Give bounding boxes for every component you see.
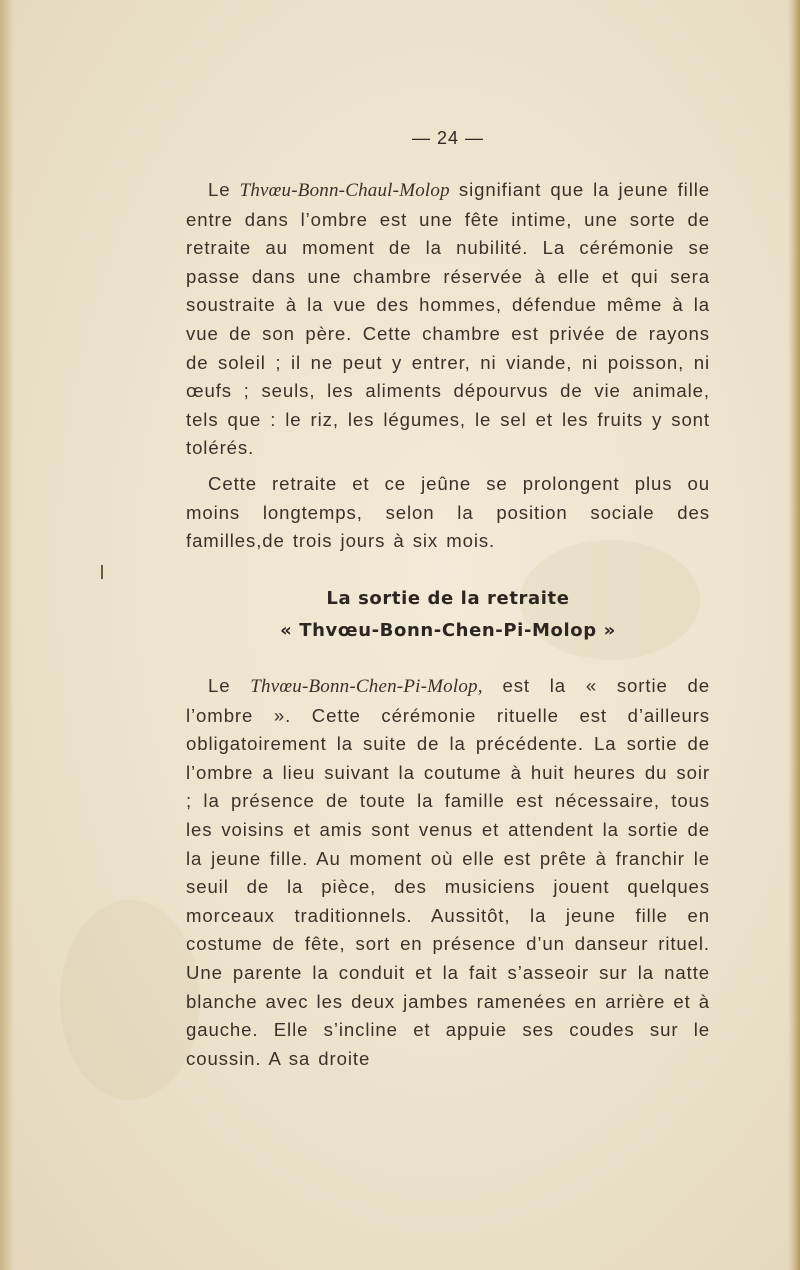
section-heading: La sortie de la retraite bbox=[326, 588, 570, 609]
page-number: — 24 — bbox=[411, 128, 485, 148]
paragraph-1-body: signifiant que la jeune fille entre dans l’ombre est une fête intime, une sorte de retraite au moment de la nubilité. La cérémonie se passe dans une chambre réservée à elle et qui sera soustraite à la vue des hommes, défendue même à la vue de son père. Cette chambre est privée de rayons de soleil ; il ne peut y entrer, ni viande, ni poisson, ni œufs ; seuls, les aliments dépourvus de vie animale, tels que : le riz, les légumes, le sel et les fruits y sont tolérés. bbox=[186, 179, 710, 459]
paragraph-2: Cette retraite et ce jeûne se prolongent plus ou moins longtemps, selon la position sociale des familles,de trois jours à six mois. bbox=[186, 473, 710, 552]
paragraph-1-title: Thvœu-Bonn-Chaul-Molop bbox=[239, 180, 450, 201]
paragraph-1 bbox=[186, 176, 710, 463]
page-right-edge bbox=[788, 0, 800, 1270]
paper-stain bbox=[60, 900, 200, 1100]
section-subheading: « Thvœu-Bonn-Chen-Pi-Molop » bbox=[280, 620, 616, 641]
page-left-edge bbox=[0, 0, 14, 1270]
paragraph-3-lead: Le bbox=[208, 675, 251, 696]
paragraph-1-lead: Le bbox=[208, 179, 240, 200]
margin-mark bbox=[101, 565, 103, 579]
paragraph-3-title: Thvœu-Bonn-Chen-Pi-Molop, bbox=[250, 676, 483, 697]
paragraph-3 bbox=[186, 672, 710, 1073]
paragraph-3-body: est la « sortie de l’ombre ». Cette cérémonie rituelle est d’ailleurs obligatoirement la suite de la précédente. La sortie de l’ombre a lieu suivant la coutume à huit heures du soir ; la présence de toute la famille est nécessaire, tous les voisins et amis sont venus et attendent la sortie de la jeune fille. Au moment où elle est prête à franchir le seuil de la pièce, des musiciens jouent quelques morceaux traditionnels. Aussitôt, la jeune fille en costume de fête, sort en présence d’un danseur rituel. Une parente la conduit et la fait s’asseoir sur la natte blanche avec les deux jambes ramenées en arrière et à gauche. Elle s’incline et appuie ses coudes sur le coussin. A sa droite bbox=[186, 675, 710, 1069]
